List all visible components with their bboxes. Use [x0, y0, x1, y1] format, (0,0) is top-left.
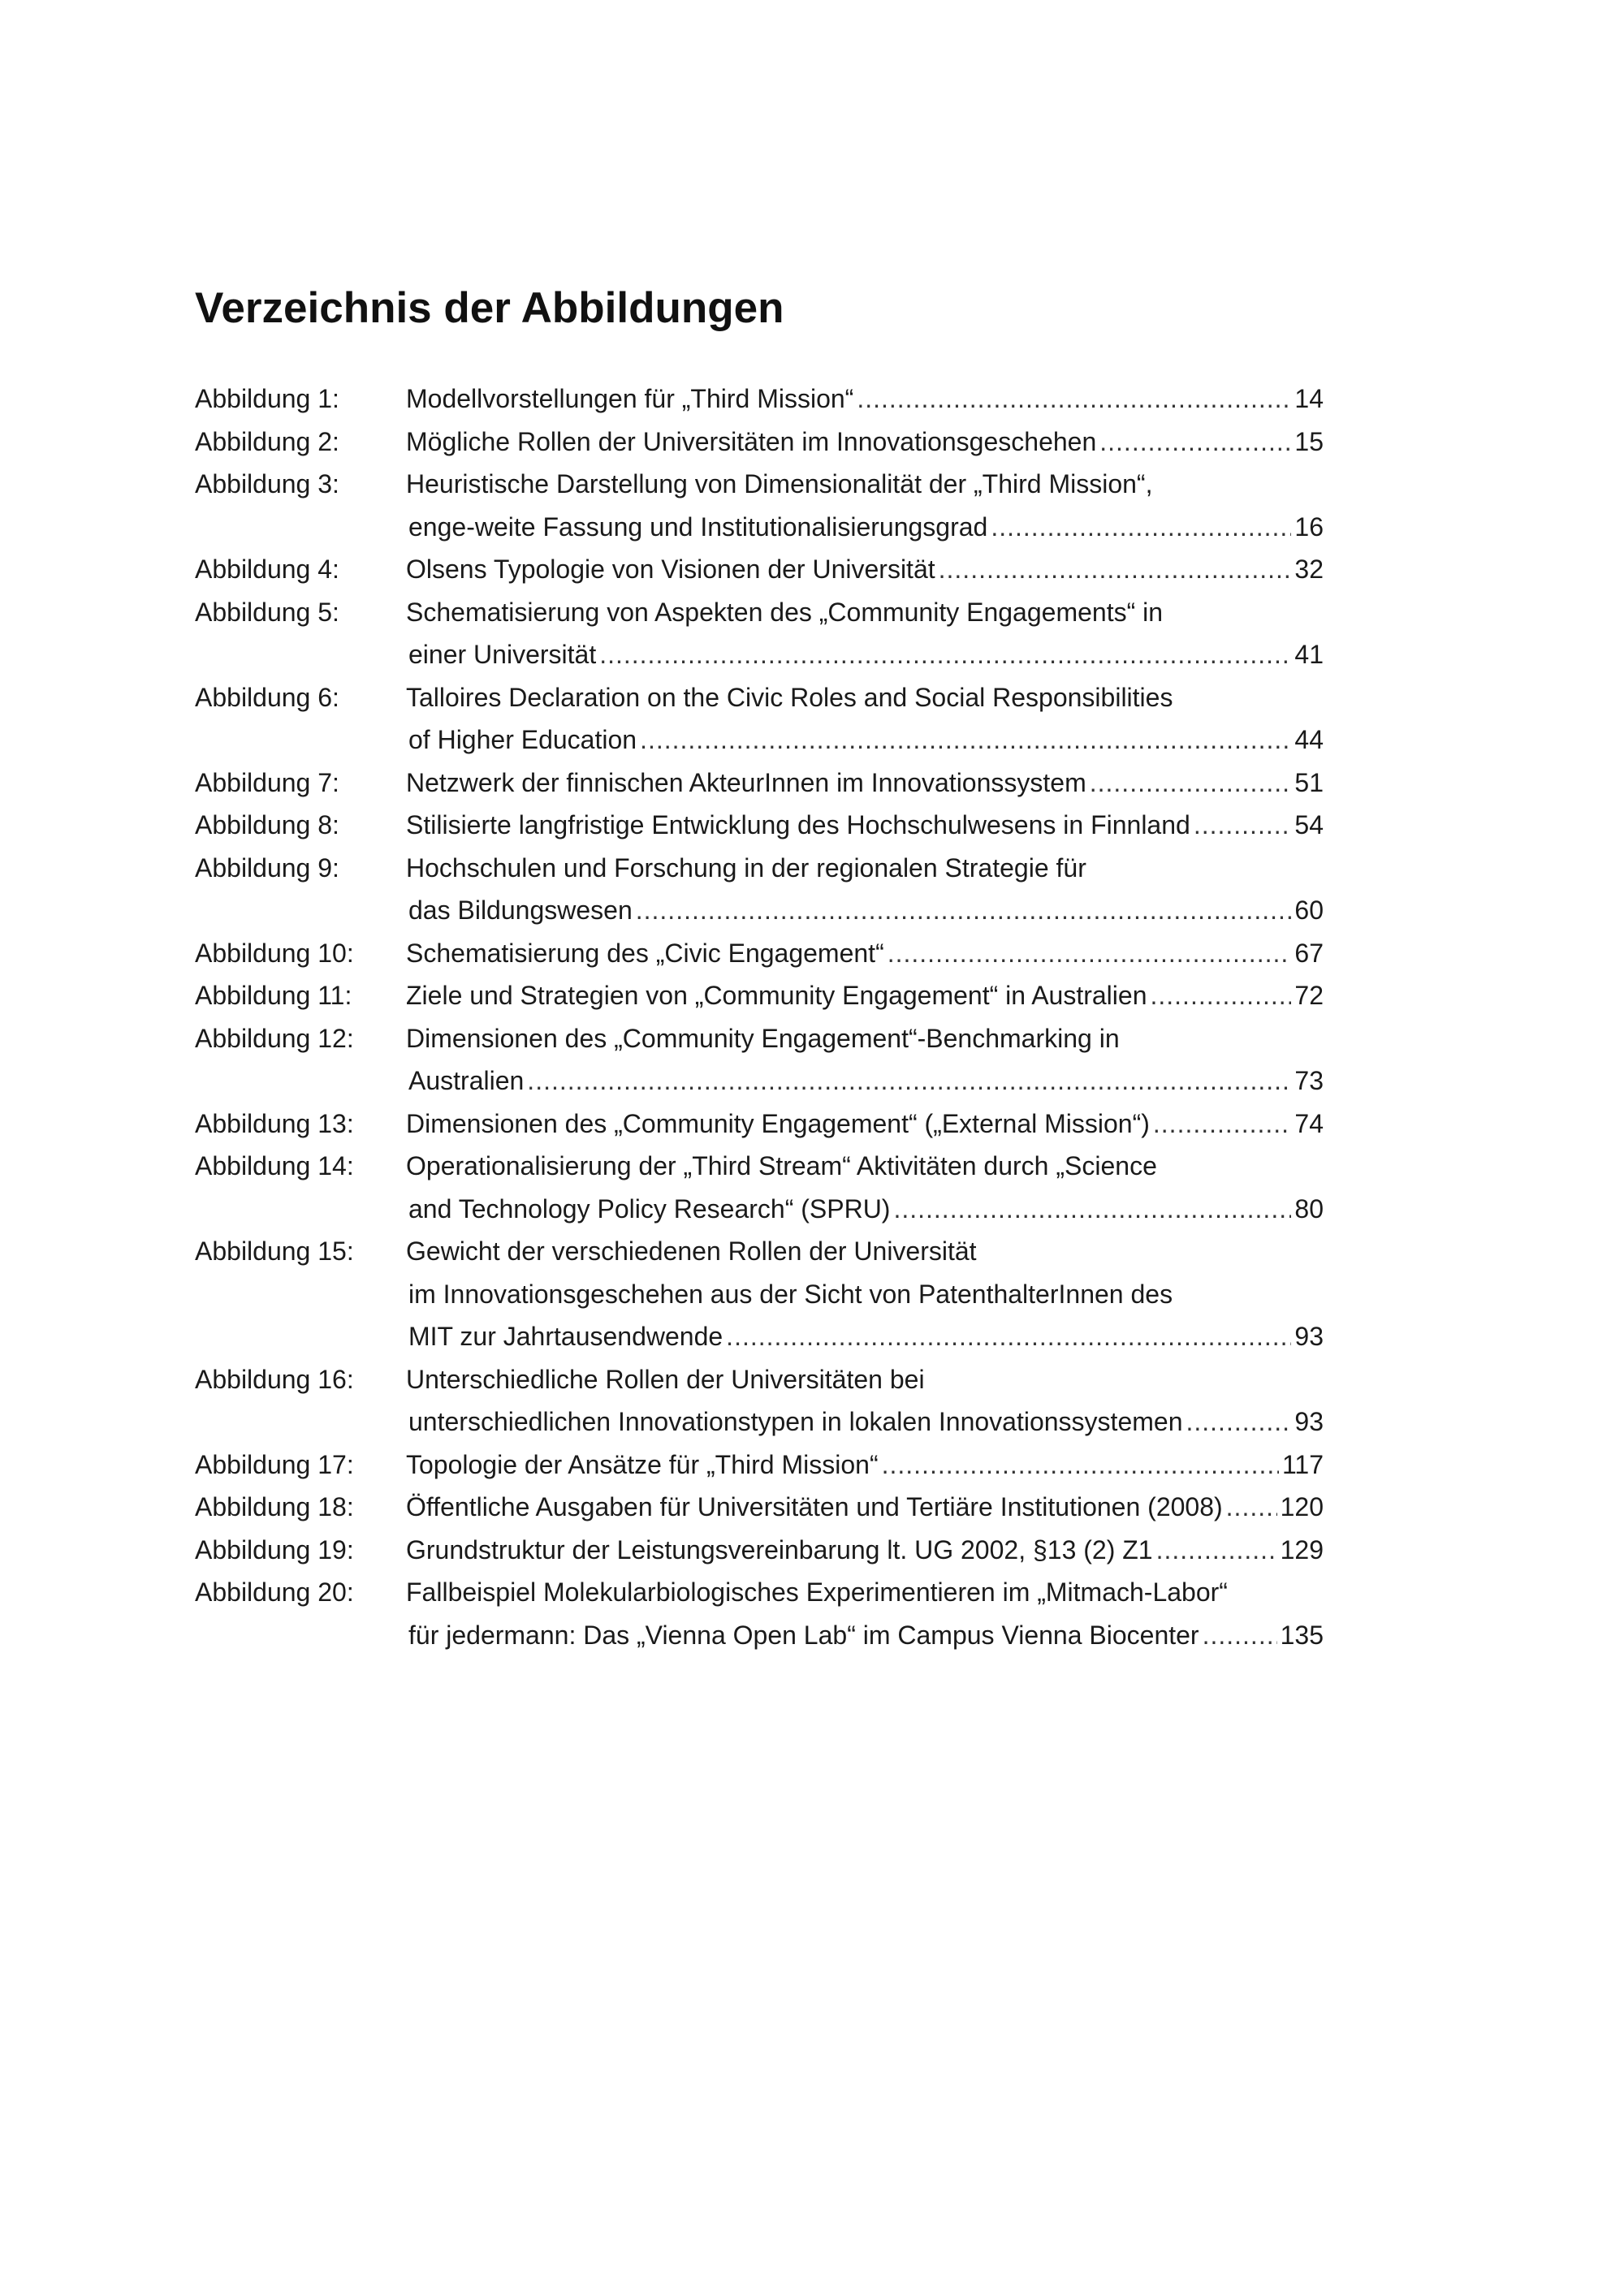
- figure-title-line: Unterschiedliche Rollen der Universitäten bei: [406, 1364, 925, 1394]
- figure-label: Abbildung 9:: [195, 852, 339, 883]
- figure-title-line: Gewicht der verschiedenen Rollen der Universität: [406, 1236, 977, 1266]
- figure-title-last-line: [406, 762, 1324, 805]
- figure-label: Abbildung 14:: [195, 1151, 354, 1180]
- figure-title-line: Hochschulen und Forschung in der regionalen Strategie für: [406, 852, 1086, 883]
- figure-label: Abbildung 6:: [195, 682, 339, 712]
- page-number: 93: [1294, 1322, 1324, 1351]
- figure-label: Abbildung 4:: [195, 555, 339, 584]
- figure-title-last-line: [406, 804, 1324, 847]
- figure-label: Abbildung 10:: [195, 938, 354, 968]
- figure-title-last-line: [406, 974, 1324, 1017]
- figure-title: [406, 1571, 1324, 1656]
- page-number: 120: [1280, 1492, 1324, 1521]
- figure-label: Abbildung 12:: [195, 1023, 354, 1053]
- figure-title-line: enge-weite Fassung und Institutionalisierungsgrad: [408, 511, 988, 542]
- figure-title-line: Grundstruktur der Leistungsvereinbarung lt. UG 2002, §13 (2) Z1: [406, 1534, 1153, 1564]
- figure-label: Abbildung 13:: [195, 1108, 354, 1138]
- figure-title-last-line: [406, 1103, 1324, 1146]
- dot-leader: [888, 932, 1292, 975]
- figure-entry[interactable]: [195, 463, 1324, 548]
- figure-title-last-line: [406, 506, 1324, 549]
- figure-title: [406, 804, 1324, 847]
- figure-title-line: Mögliche Rollen der Universitäten im Innovationsgeschehen: [406, 426, 1097, 456]
- page-number: 15: [1294, 426, 1324, 456]
- page-number: 67: [1294, 938, 1324, 968]
- figure-title-line: Olsens Typologie von Visionen der Universität: [406, 555, 935, 584]
- dot-leader: [1153, 1103, 1292, 1146]
- page-number: 60: [1294, 896, 1324, 925]
- figure-title-line: Topologie der Ansätze für „Third Mission“: [406, 1449, 879, 1479]
- figure-entry[interactable]: [195, 1017, 1324, 1103]
- page-number: 14: [1294, 384, 1324, 413]
- figure-title: [406, 1103, 1324, 1146]
- figure-title: [406, 1145, 1324, 1230]
- figure-title: [406, 1444, 1324, 1487]
- figure-title-last-line: [406, 378, 1324, 421]
- page-number: 135: [1280, 1620, 1324, 1650]
- dot-leader: [1150, 974, 1291, 1017]
- figure-title-last-line: [406, 633, 1324, 676]
- figure-title-line: Operationalisierung der „Third Stream“ Aktivitäten durch „Science: [406, 1151, 1157, 1180]
- dot-leader: [640, 719, 1291, 762]
- figure-title: [406, 1529, 1324, 1572]
- figure-title: [406, 548, 1324, 591]
- figure-title-line: einer Universität: [408, 640, 597, 669]
- figure-title-last-line: [406, 1188, 1324, 1231]
- page-title: Verzeichnis der Abbildungen: [195, 284, 784, 332]
- dot-leader: [1203, 1614, 1277, 1657]
- figure-title-line: Ziele und Strategien von „Community Engagement“ in Australien: [406, 981, 1147, 1010]
- figure-title-line: and Technology Policy Research“ (SPRU): [408, 1193, 891, 1224]
- figure-entry[interactable]: [195, 1358, 1324, 1444]
- figure-title-last-line: [406, 1486, 1324, 1529]
- page-number: 44: [1294, 725, 1324, 754]
- dot-leader: [1156, 1529, 1277, 1572]
- page-number: 54: [1294, 810, 1324, 839]
- figure-title-last-line: [406, 889, 1324, 932]
- figure-title: [406, 847, 1324, 932]
- figure-entry[interactable]: [195, 1145, 1324, 1230]
- figure-title: [406, 463, 1324, 548]
- figure-entry[interactable]: [195, 1444, 1324, 1487]
- figure-list: [195, 378, 1324, 1656]
- page-number: 73: [1294, 1066, 1324, 1095]
- dot-leader: [882, 1444, 1279, 1487]
- figure-label: Abbildung 7:: [195, 767, 339, 797]
- page-number: 117: [1281, 1449, 1324, 1479]
- figure-title: [406, 932, 1324, 975]
- figure-title-last-line: [406, 1060, 1324, 1103]
- figure-title-line: Modellvorstellungen für „Third Mission“: [406, 384, 854, 413]
- dot-leader: [599, 633, 1291, 676]
- figure-title: [406, 591, 1324, 676]
- figure-label: Abbildung 5:: [195, 597, 339, 627]
- dot-leader: [857, 378, 1291, 421]
- figure-entry[interactable]: [195, 1486, 1324, 1529]
- figure-title-line: Stilisierte langfristige Entwicklung des Hochschulwesens in Finnland: [406, 810, 1190, 839]
- figure-label: Abbildung 15:: [195, 1236, 354, 1266]
- figure-label: Abbildung 19:: [195, 1534, 354, 1564]
- figure-title-last-line: [406, 1315, 1324, 1358]
- dot-leader: [726, 1315, 1291, 1358]
- figure-entry[interactable]: [195, 804, 1324, 847]
- figure-title: [406, 1486, 1324, 1529]
- figure-label: Abbildung 1:: [195, 384, 339, 413]
- page-number: 41: [1294, 640, 1324, 669]
- figure-title-line: of Higher Education: [408, 725, 637, 754]
- figure-entry[interactable]: [195, 1103, 1324, 1146]
- page-number: 72: [1294, 981, 1324, 1010]
- figure-title-line: Dimensionen des „Community Engagement“-Benchmarking in: [406, 1023, 1120, 1053]
- figure-entry[interactable]: [195, 974, 1324, 1017]
- dot-leader: [893, 1188, 1291, 1231]
- figure-title-line: Australien: [408, 1066, 525, 1095]
- figure-title-last-line: [406, 932, 1324, 975]
- figure-entry[interactable]: [195, 1230, 1324, 1358]
- figure-entry[interactable]: [195, 548, 1324, 591]
- page-number: 74: [1294, 1108, 1324, 1138]
- figure-entry[interactable]: [195, 591, 1324, 676]
- figure-title-line: Netzwerk der finnischen AkteurInnen im Innovationssystem: [406, 767, 1086, 797]
- figure-label: Abbildung 18:: [195, 1492, 354, 1521]
- figure-entry[interactable]: [195, 378, 1324, 421]
- page-number: 16: [1294, 511, 1324, 542]
- figure-title-line: Öffentliche Ausgaben für Universitäten und Tertiäre Institutionen (2008): [406, 1492, 1223, 1521]
- figure-title: [406, 1017, 1324, 1103]
- dot-leader: [991, 506, 1291, 549]
- figure-entry[interactable]: [195, 1529, 1324, 1572]
- figure-entry[interactable]: [195, 847, 1324, 932]
- figure-title-line: Schematisierung von Aspekten des „Community Engagements“ in: [406, 597, 1164, 627]
- dot-leader: [1194, 804, 1292, 847]
- dot-leader: [527, 1060, 1291, 1103]
- page-number: 80: [1294, 1193, 1324, 1224]
- figure-title: [406, 1230, 1324, 1358]
- figure-title-last-line: [406, 1400, 1324, 1444]
- figure-title-last-line: [406, 1444, 1324, 1487]
- figure-title-line: für jedermann: Das „Vienna Open Lab“ im Campus Vienna Biocenter: [408, 1620, 1199, 1650]
- figure-entry[interactable]: [195, 1571, 1324, 1656]
- figure-title-last-line: [406, 421, 1324, 464]
- dot-leader: [1186, 1400, 1291, 1444]
- page-number: 93: [1294, 1407, 1324, 1436]
- figure-label: Abbildung 16:: [195, 1364, 354, 1394]
- figure-label: Abbildung 2:: [195, 426, 339, 456]
- figure-entry[interactable]: [195, 676, 1324, 762]
- dot-leader: [636, 889, 1292, 932]
- figure-title-line: Talloires Declaration on the Civic Roles and Social Responsibilities: [406, 682, 1173, 712]
- figure-title-line: im Innovationsgeschehen aus der Sicht von PatenthalterInnen des: [408, 1279, 1173, 1309]
- figure-label: Abbildung 8:: [195, 810, 339, 839]
- figure-label: Abbildung 20:: [195, 1577, 354, 1607]
- dot-leader: [939, 548, 1292, 591]
- figure-title: [406, 974, 1324, 1017]
- figure-title-line: MIT zur Jahrtausendwende: [408, 1322, 723, 1351]
- dot-leader: [1226, 1486, 1277, 1529]
- figure-title-line: Fallbeispiel Molekularbiologisches Experimentieren im „Mitmach-Labor“: [406, 1577, 1228, 1607]
- figure-entry[interactable]: [195, 421, 1324, 464]
- page-number: 32: [1294, 555, 1324, 584]
- figure-title-last-line: [406, 1614, 1324, 1657]
- page-number: 129: [1280, 1534, 1324, 1564]
- figure-title-line: unterschiedlichen Innovationstypen in lokalen Innovationssystemen: [408, 1407, 1183, 1436]
- figure-label: Abbildung 3:: [195, 469, 339, 498]
- figure-title: [406, 378, 1324, 421]
- dot-leader: [1090, 762, 1292, 805]
- figure-label: Abbildung 17:: [195, 1449, 354, 1479]
- figure-title: [406, 762, 1324, 805]
- figure-entry[interactable]: [195, 762, 1324, 805]
- figure-entry[interactable]: [195, 932, 1324, 975]
- figure-title-line: das Bildungswesen: [408, 896, 633, 925]
- figure-title: [406, 676, 1324, 762]
- figure-title-line: Dimensionen des „Community Engagement“ („External Mission“): [406, 1108, 1150, 1138]
- figure-label: Abbildung 11:: [195, 981, 352, 1010]
- figure-title: [406, 421, 1324, 464]
- dot-leader: [1099, 421, 1291, 464]
- page-number: 51: [1294, 767, 1324, 797]
- figure-title-last-line: [406, 548, 1324, 591]
- figure-title: [406, 1358, 1324, 1444]
- figure-title-line: Heuristische Darstellung von Dimensionalität der „Third Mission“,: [406, 469, 1153, 498]
- figure-title-last-line: [406, 1529, 1324, 1572]
- figure-title-line: Schematisierung des „Civic Engagement“: [406, 938, 884, 968]
- figure-title-last-line: [406, 719, 1324, 762]
